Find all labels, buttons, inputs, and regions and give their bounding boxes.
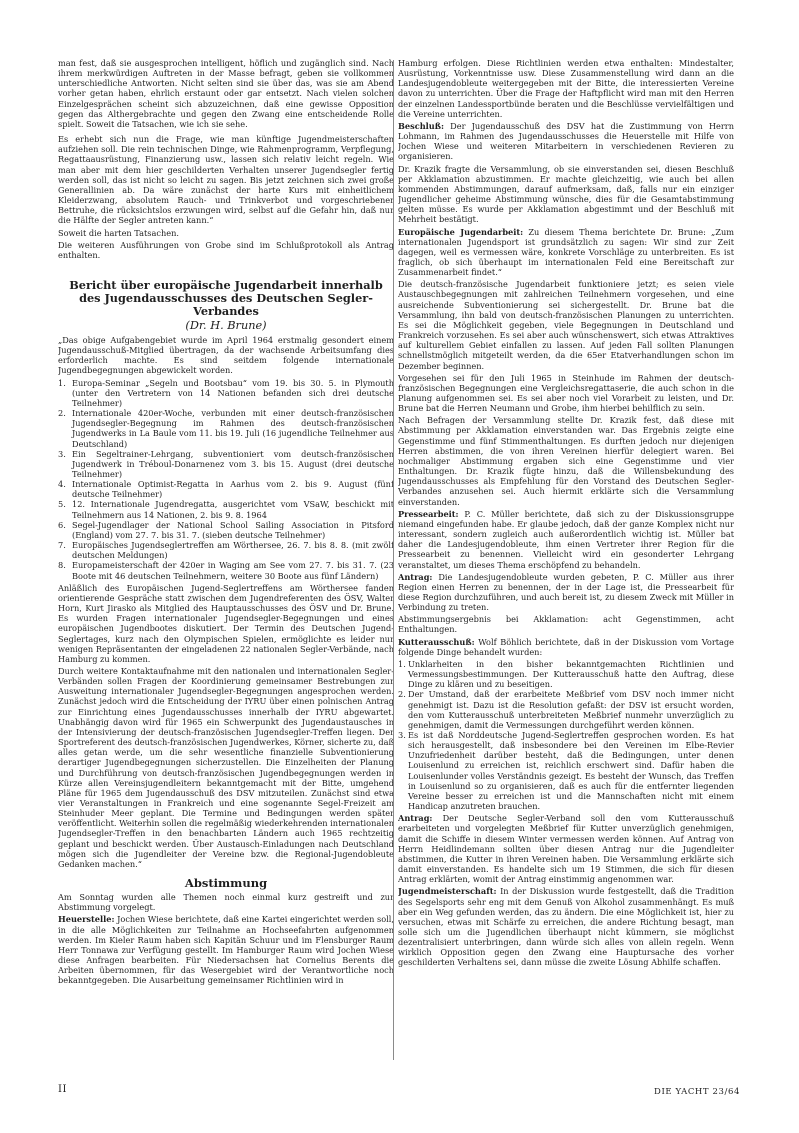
presse-paragraph bbox=[398, 509, 734, 570]
event-number: 3. bbox=[58, 448, 66, 459]
event-number: 8. bbox=[58, 560, 66, 571]
befragen-paragraph: Nach Befragen der Versammlung stellte Dr. Krazik fest, daß diese mit Abstimmung per Akklamation einverstanden war. Das Ergebnis zeigte eine Gegenstimme und fünf Stimmenthaltungen. Es durften jedoch nur diejenigen Herren abstimmen, die von ihren Vereinen hierfür delegiert waren. Bei nochmaliger Abstimmung ergaben sich eine Gegenstimme und vier Enthaltungen. Dr. Krazik fügte hinzu, daß die Willensbekundung des Jugendausschusses als Empfehlung für den Vorstand des Deutschen Segler-Verbandes anzusehen sei. Auch hiermit erklärte sich die Versammlung einverstanden. bbox=[398, 415, 734, 507]
event-text: 12. Internationale Jugendregatta, ausgerichtet vom VSaW, beschickt mit Teilnehmern aus 14 Nationen, 2. bis 9. 8. 1964 bbox=[72, 499, 394, 520]
heuerstelle-paragraph bbox=[58, 914, 394, 985]
point-number: 1. bbox=[398, 658, 406, 669]
kutter-point-list bbox=[398, 659, 734, 811]
intro-paragraph-3: Soweit die harten Tatsachen. bbox=[58, 227, 179, 238]
event-number: 7. bbox=[58, 540, 66, 551]
europa-label: Europäische Jugendarbeit: bbox=[398, 226, 524, 237]
point-text: Es ist daß Norddeutsche Jugend-Seglertreffen gesprochen worden. Es hat sich herausgestellt, daß insbesondere bei den Vereinen im Elbe-Revier Unzufriedenheit darüber besteht, daß die Bedingungen, unter denen Louisenlund zu erreichen ist, reichlich erschwert sind. Dafür haben die Louisenlunder volles Verständnis gezeigt. Es besteht der Wunsch, das Treffen in Louisenlund so zu organisieren, daß es auch für die entfernter liegenden Vereine besser zu erreichen ist und die Mannschaften nicht mit einem Handicap anzutreten brauchen. bbox=[408, 730, 734, 812]
beschluss-label: Beschluß: bbox=[398, 120, 444, 131]
presse-text: P. C. Müller berichtete, daß sich zu der Diskussionsgruppe niemand eingefunden habe. Er glaube jedoch, daß der ganze Komplex nicht nur interessant, sondern zugleich auch außerordentlich wichtig ist. Müller bat daher die Landesjugendobleute, ihm einen Vertreter ihrer Region für die Pressearbeit zu benennen. Vielleicht wird ein gesonderter Lehrgang veranstaltet, um dieses Thema erschöpfend zu behandeln. bbox=[398, 508, 734, 570]
event-number: 6. bbox=[58, 519, 66, 530]
beschluss-paragraph bbox=[398, 121, 734, 162]
antrag-text: Die Landesjugendobleute wurden gebeten, P. C. Müller aus ihrer Region einen Herren zu benennen, der in der Lage ist, die Pressearbeit für diese Region durchzuführen, und auch bereit ist, zu diesem Zweck mit Müller in Verbindung zu treten. bbox=[398, 571, 734, 613]
antrag-text: Der Deutsche Segler-Verband soll den vom Kutterausschuß erarbeiteten und vorgelegten Meßbrief für Kutter unverzüglich genehmigen, damit die Schiffe in diesem Winter vermessen werden können. Auf Antrag von Herrn Heidlindemann sollten über diesen Antrag nur die Jugendleiter abstimmen, die Kutter in ihren Vereinen haben. Die Versammlung erklärte sich damit einverstanden. Es handelte sich um 19 Stimmen, die sich für diesen Antrag erklärten, womit der Antrag einstimmig angenommen war. bbox=[398, 813, 734, 885]
jugendmeisterschaft-paragraph bbox=[398, 886, 734, 967]
intro-paragraph-1: man fest, daß sie ausgesprochen intelligent, höflich und zugänglich sind. Nach ihrem merkwürdigen Auftreten in der Masse befragt, geben sie vollkommen unterschiedliche Antworten. Nicht selten sind sie über das, was sie am Abend vorher getan haben, ehrlich erstaunt oder gar entsetzt. Nach vielen solchen Einzelgesprächen scheint sich abzuzeichnen, daß eine gewisse Opposition gegen das Althergebrachte und gegen den Zwang eine entscheidende Rolle spielt. Soweit die Tatsachen, wie ich sie sehe. bbox=[58, 58, 394, 129]
kutter-paragraph bbox=[398, 637, 734, 657]
event-item bbox=[58, 499, 394, 519]
presse-label: Pressearbeit: bbox=[398, 508, 459, 519]
event-item bbox=[58, 520, 394, 540]
europa-text: Zu diesem Thema berichtete Dr. Brune: „Zum internationalen Jugendsport ist grundsätzlich zu sagen: Wir sind zur Zeit dagegen, weil es vermessen wäre, konkrete Vorschläge zu unterbreiten. Es ist fraglich, ob sich überhaupt im internationalen Feld eine Bereitschaft zur Zusammenarbeit findet.“ bbox=[398, 226, 734, 278]
point-number: 2. bbox=[398, 689, 406, 700]
event-number: 2. bbox=[58, 408, 66, 419]
section-author: (Dr. H. Brune) bbox=[185, 318, 267, 332]
event-text: Europa-Seminar „Segeln und Bootsbau“ vom 19. bis 30. 5. in Plymouth (unter den Vertretern von 14 Nationen befanden sich drei deutsche Teilnehmer) bbox=[72, 377, 394, 408]
section-heading: Bericht über europäische Jugendarbeit innerhalb des Jugendausschusses des Deutschen Segler-Verbandes bbox=[69, 277, 383, 318]
abstimmung-intro: Am Sonntag wurden alle Themen noch einmal kurz gestreift und zur Abstimmung vorgelegt. bbox=[58, 892, 394, 913]
event-item bbox=[58, 560, 394, 580]
event-text: Europäisches Jugendseglertreffen am Wörthersee, 26. 7. bis 8. 8. (mit zwölf deutschen Meldungen) bbox=[72, 540, 394, 561]
antrag-paragraph bbox=[398, 813, 734, 884]
jugendmeisterschaft-label: Jugendmeisterschaft: bbox=[398, 886, 497, 897]
event-item bbox=[58, 449, 394, 479]
event-item bbox=[58, 479, 394, 499]
steinhude-paragraph: Vorgesehen sei für den Juli 1965 in Steinhude im Rahmen der deutsch-französischen Begegnungen eine Vergleichsregattaserie, die auch schon in die Planung aufgenommen sei. Es sei aber noch viel Vorarbeit zu leisten, und Dr. Brune bat die Herren Neumann und Grobe, ihm hierbei behilflich zu sein. bbox=[398, 372, 734, 414]
event-text: Segel-Jugendlager der National School Sailing Association in Pitsford (England) vom 27. 7. bis 31. 7. (sieben deutsche Teilnehmer) bbox=[72, 519, 394, 540]
kutter-point bbox=[398, 730, 734, 811]
antrag-paragraph bbox=[398, 572, 734, 613]
antrag-label: Antrag: bbox=[398, 571, 433, 582]
kutter-text: Wolf Böhlich berichtete, daß in der Diskussion vom Vortage folgende Dinge behandelt wurden: bbox=[398, 636, 734, 657]
deutsch-franzoesisch-paragraph: Die deutsch-französische Jugendarbeit funktioniere jetzt; es seien viele Austauschbegegnungen mit zahlreichen Teilnehmern vorgesehen, und eine ausreichende Subventionierung sei sichergestellt. Dr. Brune bat die Versammlung, ihn bald von deutsch-französischen Planungen zu unterrichten. Es sei die Möglichkeit gegeben, viele Begegnungen in Deutschland und Frankreich vorzusehen. Es sei aber auch wünschenswert, sich etwas Attraktives auf kulturellem Gebiet einfallen zu lassen. Auf jeden Fall sollten Planungen schnellstmöglich mitgeteilt werden, da die 65er Etatverhandlungen schon im Dezember beginnen. bbox=[398, 279, 734, 371]
column-divider bbox=[393, 60, 394, 1060]
page-number: II bbox=[58, 1084, 67, 1095]
event-text: Europameisterschaft der 420er in Waging am See vom 27. 7. bis 31. 7. (23 Boote mit 46 deutschen Teilnehmern, weitere 30 Boote aus fünf Ländern) bbox=[72, 560, 394, 581]
heuerstelle-text: Jochen Wiese berichtete, daß eine Kartei eingerichtet werden soll, in die alle Möglichkeiten zur Teilnahme an Hochseefahrten aufgenommen werden. Im Kieler Raum haben sich Kapitän Schuur und im Flensburger Raum Herr Tonnawa zur Verfügung gestellt. Im Hamburger Raum wird Jochen Wiese diese Anfragen bearbeiten. Für Niedersachsen hat Cornelius Berents die Arbeiten übernommen, für das Wesergebiet wird der Verantwortliche noch bekanntgegeben. Die Ausarbeitung gemeinsamer Richtlinien wird in bbox=[58, 914, 394, 986]
antrag-label: Antrag: bbox=[398, 813, 433, 824]
event-item bbox=[58, 540, 394, 560]
point-number: 3. bbox=[398, 730, 406, 740]
event-text: Internationale Optimist-Regatta in Aarhus vom 2. bis 9. August (fünf deutsche Teilnehmer) bbox=[72, 479, 394, 500]
event-number: 1. bbox=[58, 377, 66, 388]
event-number: 4. bbox=[58, 479, 66, 490]
event-item bbox=[58, 408, 394, 449]
kutter-point bbox=[398, 659, 734, 689]
right-column bbox=[398, 58, 734, 1058]
europa-paragraph bbox=[398, 227, 734, 278]
event-list bbox=[58, 378, 394, 581]
magazine-footer: DIE YACHT 23/64 bbox=[654, 1087, 740, 1097]
beschluss-text: Der Jugendausschuß des DSV hat die Zustimmung von Herrn Lohmann, im Rahmen des Jugendausschusses die Heuerstelle mit Hilfe von Jochen Wiese und weiteren Mitarbeitern in verschiedenen Revieren zu organisieren. bbox=[398, 120, 734, 162]
intro-paragraph-4: Die weiteren Ausführungen von Grobe sind im Schlußprotokoll als Antrag enthalten. bbox=[58, 239, 394, 260]
abstimmung-heading: Abstimmung bbox=[184, 876, 268, 891]
report-paragraph-2: Durch weitere Kontaktaufnahme mit den nationalen und internationalen Segler-Verbänden sollen Fragen der Koordinierung gemeinsamer Bestrebungen zur Ausweitung internationaler Jugendsegler-Begegnungen angesprochen werden. Zunächst jedoch wird die Entscheidung der IYRU über einen polnischen Antrag zur Einrichtung eines Jugendausschusses innerhalb der IYRU abgewartet. Unabhängig davon wird für 1965 ein Schwerpunkt des Jugendaustausches in der Intensivierung der deutsch-französischen Jugendsegler-Treffen liegen. Der Sportreferent des deutsch-französischen Jugendwerkes, Körner, sicherte zu, daß alles getan werde, um die sehr wesentliche finanzielle Subventionierung derartiger Jugendbegegnungen sicherzustellen. Die Einzelheiten der Planung und Durchführung von deutsch-französischen Jugendbegegnungen werden in Kürze allen Vereinsjugendleitern bekanntgemacht mit der Bitte, umgehend Pläne für 1965 dem Jugendausschuß des DSV mitzuteilen. Zunächst sind etwa vier Veranstaltungen in Frankreich und eine sogenannte Segel-Freizeit am Steinhuder Meer geplant. Die Termine und Bedingungen werden später veröffentlicht. Weiterhin sollen die regelmäßig wiederkehrenden internationalen Jugendsegler-Treffen in den benachbarten Ländern auch 1965 rechtzeitig geplant und beschickt werden. Über Austausch-Einladungen nach Deutschland mögen sich die Jugendleiter der Vereine bzw. die Regional-Jugendobleute Gedanken machen.“ bbox=[58, 665, 394, 869]
kutter-label: Kutterausschuß: bbox=[398, 636, 475, 647]
event-item bbox=[58, 378, 394, 408]
event-text: Internationale 420er-Woche, verbunden mit einer deutsch-französischen Jugendsegler-Begegnung im Rahmen des deutsch-französischen Jugendwerks in La Baule vom 11. bis 19. Juli (16 jugendliche Teilnehmer aus Deutschland) bbox=[72, 408, 394, 449]
krazik-paragraph: Dr. Krazik fragte die Versammlung, ob sie einverstanden sei, diesen Beschluß per Akklamation abzustimmen. Er machte gleichzeitig, wie auch bei allen kommenden Abstimmungen, darauf aufmerksam, daß, falls nur ein einziger Jugendlicher geheime Abstimmung wünsche, dies für die Gesamtabstimmung gelten müsse. Es wurde per Akklamation abgestimmt und der Beschluß mit Mehrheit bestätigt. bbox=[398, 163, 734, 225]
event-text: Ein Segeltrainer-Lehrgang, subventioniert vom deutsch-französischen Jugendwerk in Tréboul-Donarnenez vom 3. bis 15. August (drei deutsche Teilnehmer) bbox=[72, 448, 394, 479]
kutter-point bbox=[398, 689, 734, 730]
point-text: Der Umstand, daß der erarbeitete Meßbrief vom DSV noch immer nicht genehmigt ist. Dazu ist die Resolution gefaßt: der DSV ist ersucht worden, den vom Kutterausschuß unterbreiteten Meßbrief nunmehr unverzüglich zu genehmigen, damit die Vermessungen durchgeführt werden können. bbox=[408, 689, 734, 730]
intro-paragraph-2: Es erhebt sich nun die Frage, wie man künftige Jugendmeisterschaften aufziehen soll. Die rein technischen Dinge, wie Rahmenprogramm, Verpflegung, Regattaausrüstung, Finanzierung usw., lassen sich relativ leicht regeln. Wie man aber mit dem hier geschilderten Verhalten unserer Jugendsegler fertig werden soll, das ist nicht so leicht zu sagen. Bis jetzt zeichnen sich zwei große Generallinien ab. Da wäre zunächst der harte Kurs mit einheitlichem Kleiderzwang, absolutem Rauch- und Trinkverbot und vorgeschriebener Bettruhe, die rücksichtslos erzwungen wird, selbst auf die Gefahr hin, daß nur die Hälfte der Segler antreten kann.“ bbox=[58, 134, 394, 226]
point-text: Unklarheiten in den bisher bekanntgemachten Richtlinien und Vermessungsbestimmungen. Der Kutterausschuß hatte den Auftrag, diese Dinge zu klären und zu beseitigen. bbox=[408, 658, 734, 690]
report-intro: „Das obige Aufgabengebiet wurde im April 1964 erstmalig gesondert einem Jugendausschuß-Mitglied übertragen, da der wachsende Arbeitsumfang dies erforderlich machte. Es sind seitdem folgende internationale Jugendbegegnungen abgewickelt worden. bbox=[58, 334, 394, 376]
jugendmeisterschaft-text: In der Diskussion wurde festgestellt, daß die Tradition des Segelsports sehr eng mit dem Genuß von Alkohol zusammenhängt. Es muß aber ein Weg gefunden werden, das zu ändern. Die eine Möglichkeit ist, hier zu versuchen, etwas mit Schärfe zu erreichen, die andere Richtung besagt, man solle sich um die Jugendlichen überhaupt nicht kümmern, sie möglichst dezentralisiert unterbringen, dann würde sich alles von allein regeln. Wenn wirklich Opposition gegen den Zwang eine Hauptursache des vorher geschilderten Verhaltens sei, dann müsse die zweite Lösung Abhilfe schaffen. bbox=[398, 886, 734, 968]
event-number: 5. bbox=[58, 499, 66, 510]
report-paragraph-1: Anläßlich des Europäischen Jugend-Seglertreffens am Wörthersee fanden orientierende Gespräche statt zwischen dem Jugendreferenten des ÖSV, Walter Horn, Kurt Jirasko als Mitglied des Hauptausschusses des ÖSV und Dr. Brune. Es wurden Fragen internationaler Jugendsegler-Begegnungen und eines europäischen Jugendbootes diskutiert. Der Termin des Deutschen Jugend-Seglertages, kurz nach den Olympischen Spielen, ermöglichte es leider nur wenigen Repräsentanten der eingeladenen 22 nationalen Segler-Verbände, nach Hamburg zu kommen. bbox=[58, 582, 394, 664]
ergebnis-paragraph: Abstimmungsergebnis bei Akklamation: acht Gegenstimmen, acht Enthaltungen. bbox=[398, 614, 734, 635]
heuerstelle-label: Heuerstelle: bbox=[58, 914, 115, 925]
left-column bbox=[58, 58, 394, 1108]
continued-paragraph: Hamburg erfolgen. Diese Richtlinien werden etwa enthalten: Mindestalter, Ausrüstung, Vorkenntnisse usw. Diese Zusammenstellung wird dann an die Landesjugendobleute weitergegeben mit der Bitte, die interessierten Vereine davon zu unterrichten. Über die Frage der Haftpflicht wird man mit den Herren der einzelnen Landessportbünde beraten und die Beschlüsse vervielfältigen und die Vereine unterrichten. bbox=[398, 58, 734, 119]
